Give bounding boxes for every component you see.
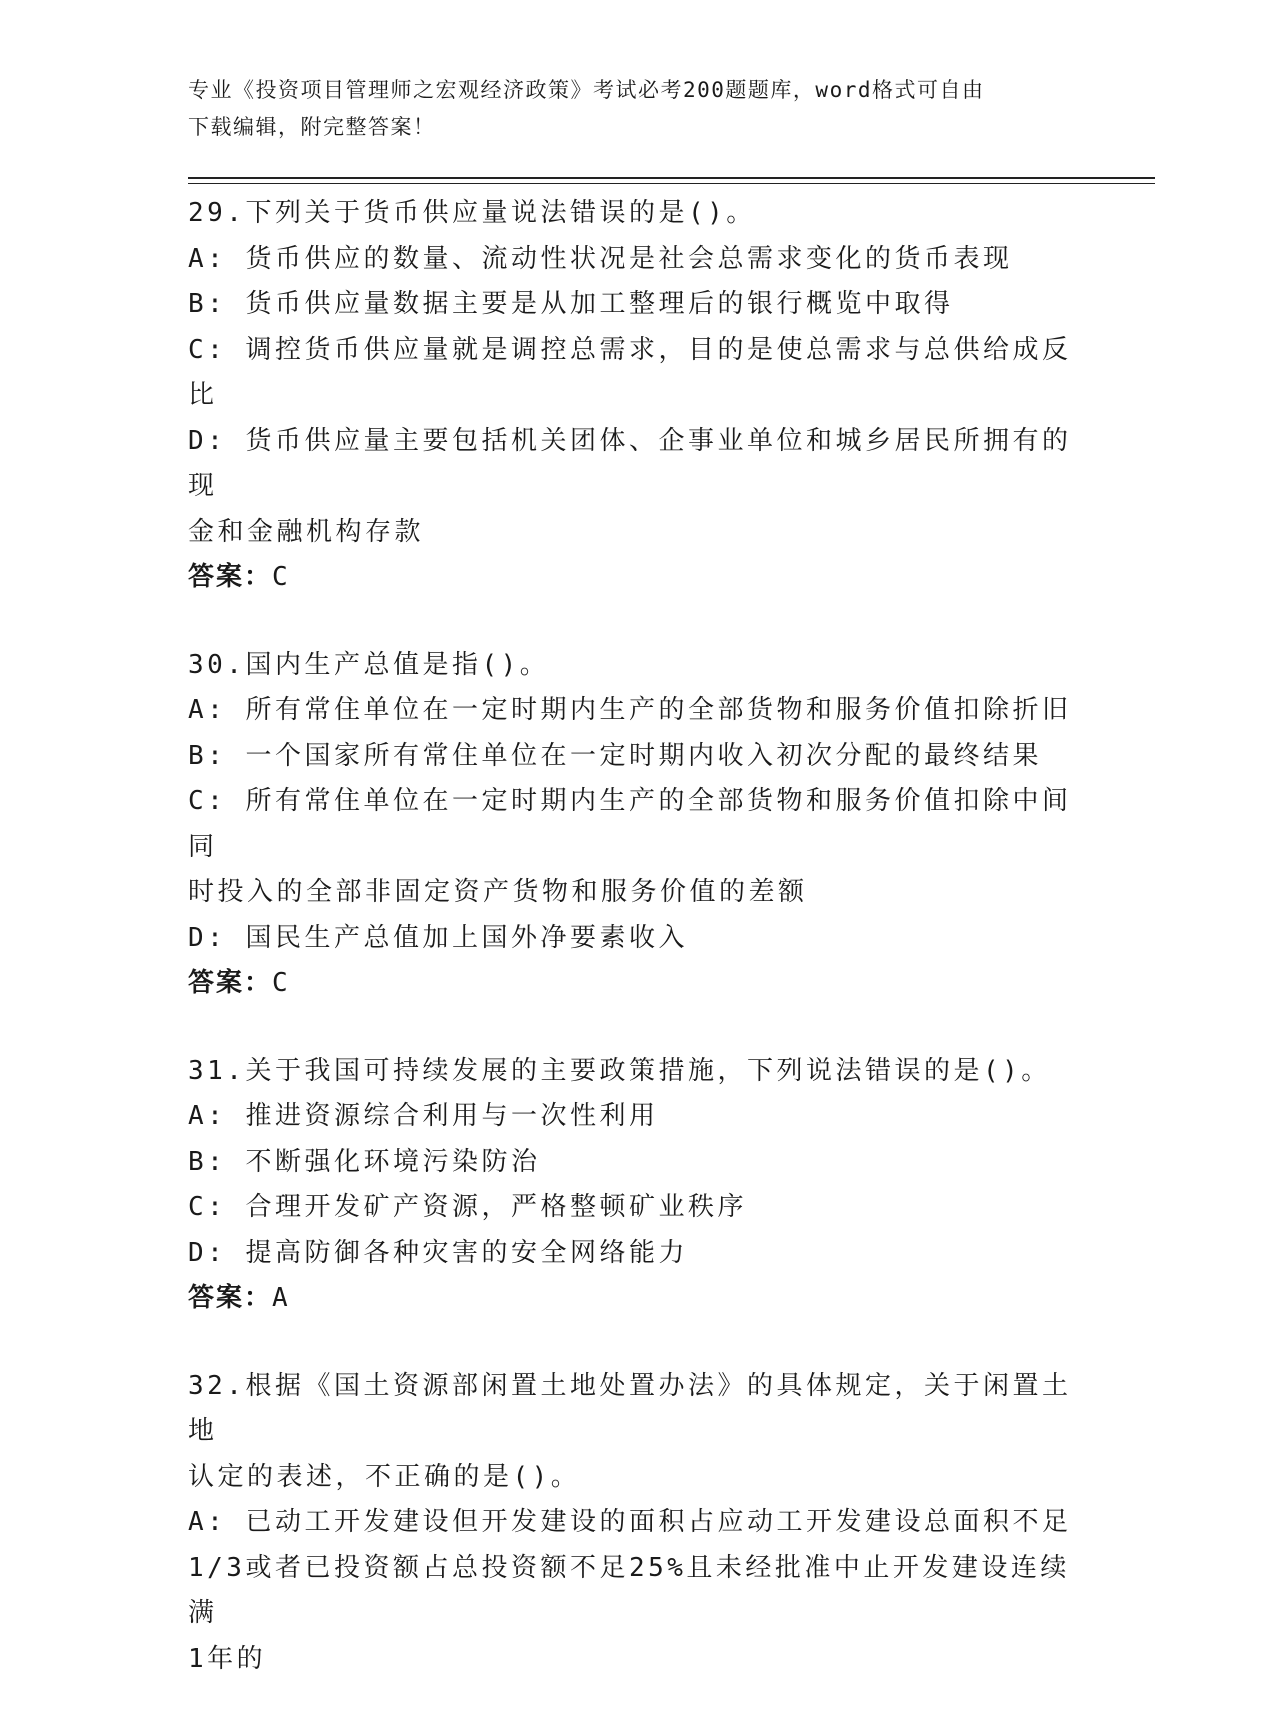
option-b: B: 一个国家所有常住单位在一定时期内收入初次分配的最终结果 bbox=[188, 740, 1042, 771]
option-d: D: 货币供应量主要包括机关团体、企事业单位和城乡居民所拥有的现 bbox=[188, 425, 1072, 501]
option-b: B: 不断强化环境污染防治 bbox=[188, 1146, 541, 1177]
answer bbox=[188, 1276, 1088, 1322]
option-c: C: 所有常住单位在一定时期内生产的全部货物和服务价值扣除中间同 bbox=[188, 786, 1072, 862]
option-c-continued: 时投入的全部非固定资产货物和服务价值的差额 bbox=[188, 877, 808, 907]
header-rule-thick bbox=[188, 177, 1155, 179]
option-a: A: 所有常住单位在一定时期内生产的全部货物和服务价值扣除折旧 bbox=[188, 695, 1072, 725]
answer-value: C bbox=[272, 968, 290, 998]
question-31 bbox=[188, 1049, 1088, 1322]
question-30 bbox=[188, 643, 1088, 1007]
option-a-continued: 1年的 bbox=[188, 1643, 267, 1674]
question-list bbox=[188, 191, 1088, 1724]
option-d-continued: 金和金融机构存款 bbox=[188, 516, 425, 547]
answer-label: 答案： bbox=[188, 562, 273, 592]
question-29 bbox=[188, 191, 1088, 601]
header-line-2: 下载编辑，附完整答案！ bbox=[188, 115, 436, 139]
option-a: A: 货币供应的数量、流动性状况是社会总需求变化的货币表现 bbox=[188, 243, 1013, 274]
question-stem: 30.国内生产总值是指()。 bbox=[188, 649, 550, 680]
header-rule-thin bbox=[188, 183, 1155, 184]
option-c: C: 调控货币供应量就是调控总需求，目的是使总需求与总供给成反比 bbox=[188, 334, 1072, 410]
option-c: C: 合理开发矿产资源，严格整顿矿业秩序 bbox=[188, 1192, 747, 1222]
question-stem: 29.下列关于货币供应量说法错误的是()。 bbox=[188, 198, 756, 228]
question-stem-continued: 认定的表述，不正确的是()。 bbox=[188, 1461, 581, 1492]
answer bbox=[188, 555, 1088, 601]
question-stem: 31.关于我国可持续发展的主要政策措施，下列说法错误的是()。 bbox=[188, 1055, 1051, 1086]
question-32 bbox=[188, 1364, 1088, 1683]
option-a-continued: 1/3或者已投资额占总投资额不足25%且未经批准中止开发建设连续满 bbox=[188, 1552, 1070, 1628]
option-a: A: 已动工开发建设但开发建设的面积占应动工开发建设总面积不足 bbox=[188, 1507, 1072, 1537]
option-a: A: 推进资源综合利用与一次性利用 bbox=[188, 1101, 659, 1131]
question-stem: 32.根据《国土资源部闲置土地处置办法》的具体规定，关于闲置土地 bbox=[188, 1370, 1072, 1446]
option-d: D: 国民生产总值加上国外净要素收入 bbox=[188, 922, 688, 953]
document-header bbox=[188, 72, 1068, 146]
answer-value: A bbox=[272, 1283, 290, 1313]
header-line-1: 专业《投资项目管理师之宏观经济政策》考试必考200题题库，word格式可自由 bbox=[188, 78, 985, 102]
option-d: D: 提高防御各种灾害的安全网络能力 bbox=[188, 1237, 688, 1268]
answer-value: C bbox=[272, 562, 290, 592]
option-b: B: 货币供应量数据主要是从加工整理后的银行概览中取得 bbox=[188, 289, 954, 319]
answer-label: 答案： bbox=[188, 968, 273, 998]
answer-label: 答案： bbox=[188, 1283, 273, 1313]
answer bbox=[188, 961, 1088, 1007]
